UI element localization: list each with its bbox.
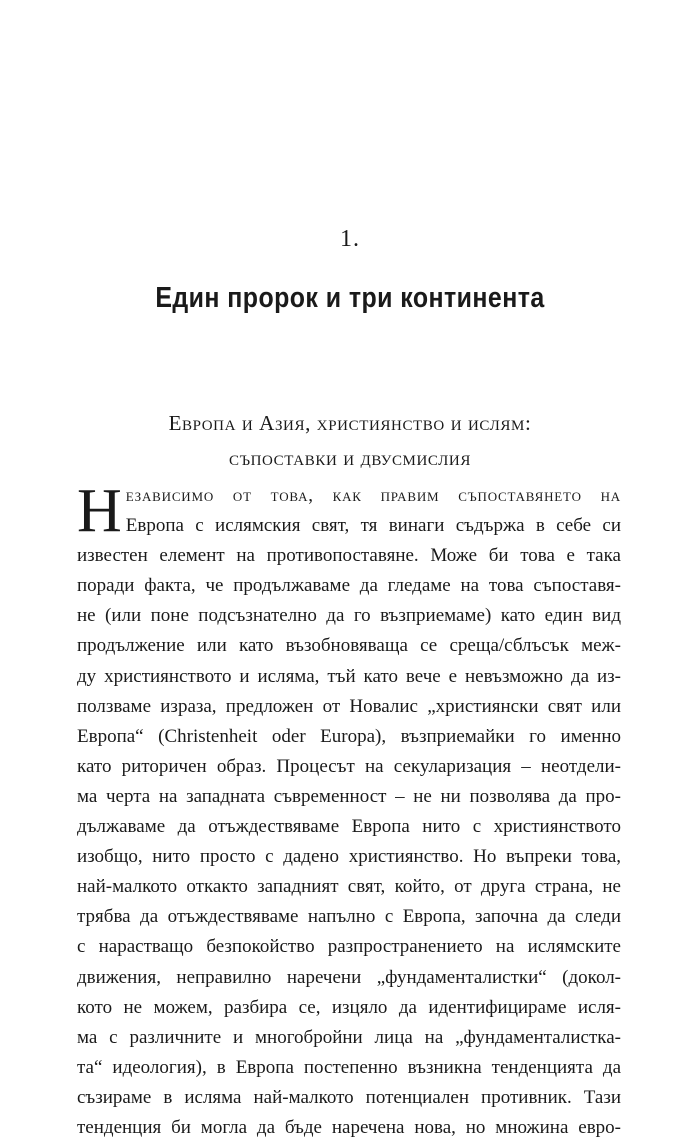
paragraph-line: най-малкото откакто западният свят, който, от друга страна, не bbox=[77, 876, 621, 898]
paragraph-line: с нарастващо безпокойство разпространението на ислямските bbox=[77, 936, 621, 958]
paragraph-line: Европа“ (Christenheit oder Europa), възприемайки го именно bbox=[77, 725, 621, 747]
paragraph-line: та“ идеология), в Европа постепенно възникна тенденцията да bbox=[77, 1056, 621, 1078]
paragraph-line: трябва да отъждествяваме напълно с Европа, започна да следи bbox=[77, 906, 621, 928]
section-heading-line-1: Европа и Азия, християнство и ислям: bbox=[168, 411, 532, 435]
paragraph-line: дължаваме да отъждествяваме Европа нито с християнството bbox=[77, 816, 621, 838]
paragraph-line-text: езависимо от това, как правим съпоставянето на bbox=[125, 485, 621, 506]
paragraph-line: ма с различните и многобройни лица на „фундаменталистка- bbox=[77, 1026, 621, 1048]
paragraph-line: ползваме израза, предложен от Новалис „християнски свят или bbox=[77, 695, 621, 717]
paragraph-line: тенденция би могла да бъде наречена нова, но множина евро- bbox=[77, 1116, 621, 1138]
drop-cap: Н bbox=[77, 477, 122, 545]
paragraph-line: кото не можем, разбира се, изцяло да идентифицираме исля- bbox=[77, 996, 621, 1018]
paragraph-line: известен елемент на противопоставяне. Може би това е така bbox=[77, 545, 621, 567]
paragraph-line: движения, неправилно наречени „фундаменталистки“ (докол- bbox=[77, 966, 621, 988]
paragraph-line: ду християнството и исляма, тъй като вече е невъзможно да из- bbox=[77, 665, 621, 687]
paragraph-line: продължение или като възобновяваща се среща/сблъсък меж- bbox=[77, 635, 621, 657]
paragraph-line: поради факта, че продължаваме да гледаме на това съпоставя- bbox=[77, 575, 621, 597]
paragraph-line: ма черта на западната съвременност – не ни позволява да про- bbox=[77, 785, 621, 807]
paragraph-line bbox=[77, 481, 621, 511]
chapter-number: 1. bbox=[340, 226, 360, 252]
paragraph-line: Европа с ислямския свят, тя винаги съдържа в себе си bbox=[125, 515, 621, 537]
paragraph-line: не (или поне подсъзнателно да го възприемаме) като един вид bbox=[77, 605, 621, 627]
paragraph-line: като риторичен образ. Процесът на секуларизация – неотдели- bbox=[77, 755, 621, 777]
section-heading bbox=[0, 406, 700, 476]
body-paragraph bbox=[77, 477, 621, 1143]
chapter-title: Един пророк и три континента bbox=[155, 282, 545, 314]
paragraph-line: съзираме в исляма най-малкото потенциален противник. Тази bbox=[77, 1086, 621, 1108]
paragraph-line: изобщо, нито просто с дадено християнство. Но въпреки това, bbox=[77, 846, 621, 868]
section-heading-line-2: съпоставки и двусмислия bbox=[229, 446, 471, 470]
